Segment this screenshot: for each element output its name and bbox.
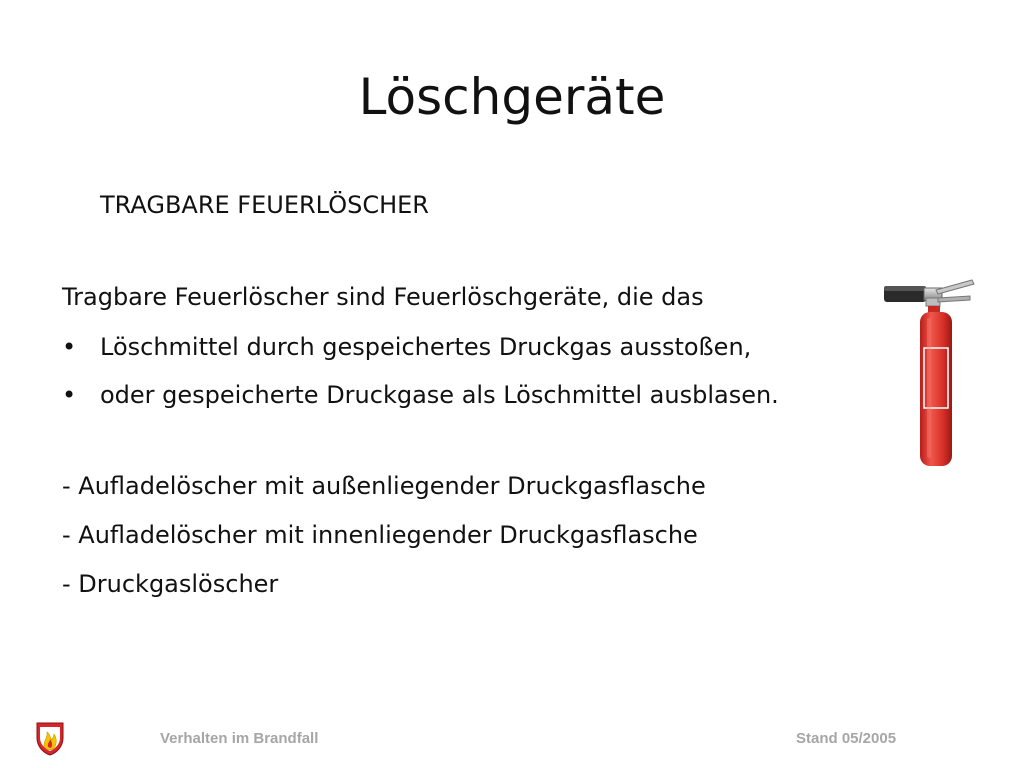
bullet-text: Löschmittel durch gespeichertes Druckgas ausstoßen, (100, 333, 752, 361)
fire-extinguisher-illustration (880, 276, 980, 472)
bullet-text: oder gespeicherte Druckgase als Löschmittel ausblasen. (100, 381, 779, 409)
bullet-marker: • (62, 381, 77, 409)
footer-date-text: Stand 05/2005 (796, 730, 897, 747)
bullet-marker: • (62, 333, 77, 361)
intro-text: Tragbare Feuerlöscher sind Feuerlöschgeräte, die das (62, 283, 704, 311)
slide-subtitle: TRAGBARE FEUERLÖSCHER (100, 191, 429, 219)
fire-brigade-shield-logo (36, 722, 64, 756)
footer-left-text: Verhalten im Brandfall (160, 730, 319, 747)
slide-title: Löschgeräte (358, 68, 666, 126)
type-item: - Aufladelöscher mit innenliegender Druckgasflasche (62, 521, 698, 549)
type-item: - Druckgaslöscher (62, 570, 279, 598)
type-item: - Aufladelöscher mit außenliegender Druckgasflasche (62, 472, 706, 500)
